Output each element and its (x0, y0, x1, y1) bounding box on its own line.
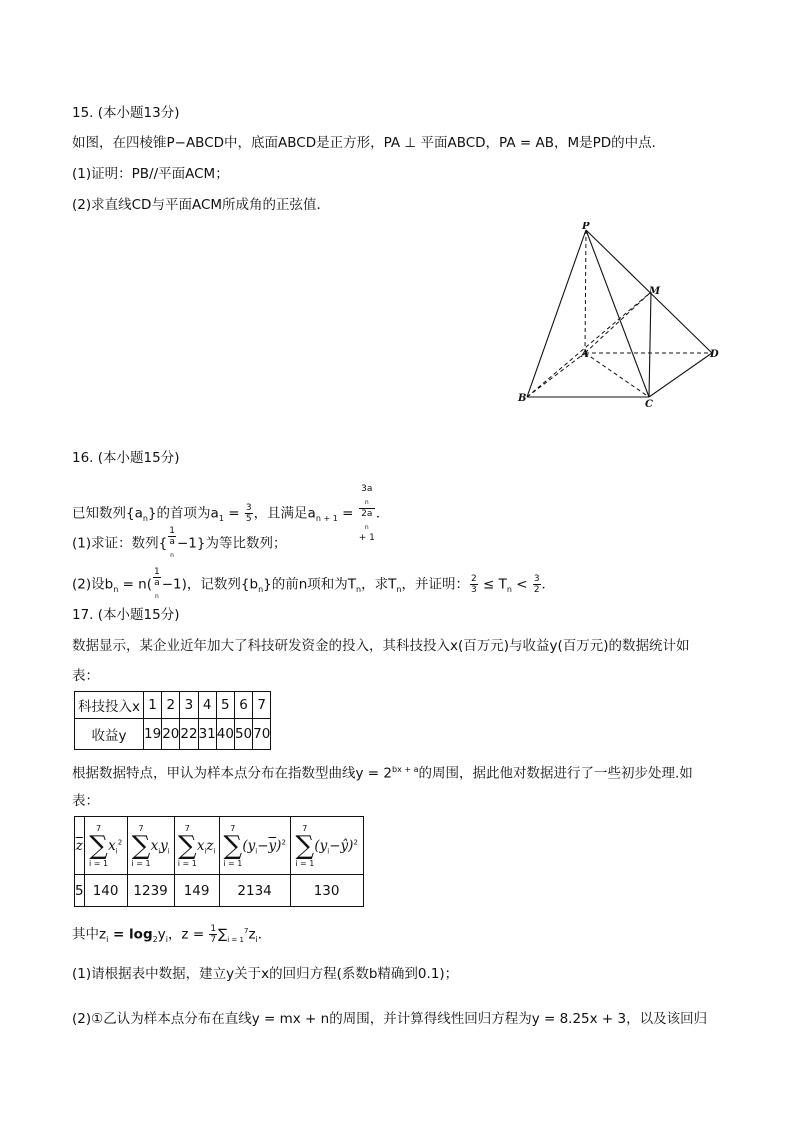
q15-part2: (2)求直线CD与平面ACM所成角的正弦值． (72, 197, 331, 213)
t1-x1: 1 (144, 692, 162, 719)
t2-h-sum-xy: 7 ∑ i = 1 $x_iy_i$ (127, 817, 174, 875)
q16-part1: (1)求证：数列{ 1 a $_n$ −1}为等比数列； (72, 526, 287, 559)
label-P: P (582, 222, 590, 232)
t1-y7: 70 (253, 719, 271, 750)
t2-v-sum-x2: 140 (84, 875, 127, 907)
label-M: M (649, 286, 661, 297)
label-A: A (581, 349, 589, 360)
t1-y4: 31 (198, 719, 216, 750)
edge-AB (527, 353, 585, 397)
label-D: D (710, 349, 719, 360)
t1-row2-label: 收益y (75, 719, 144, 750)
t1-row1-label: 科技投入x (75, 692, 144, 719)
t1-y3: 22 (180, 719, 198, 750)
q17-part1: (1)请根据表中数据，建立y关于x的回归方程(系数b精确到0.1)； (72, 966, 459, 982)
t1-y6: 50 (234, 719, 252, 750)
t2-v-sum-yyhat: 130 (290, 875, 363, 907)
q17-note: 其中$z_i = \log_2y_i$，z = $\frac{1}{7}$ $\sum_{i = 1}^7z_i$． (72, 924, 272, 945)
t2-v-zbar: 5 (75, 875, 85, 907)
label-B: B (518, 393, 527, 404)
edge-PA (585, 230, 586, 353)
edge-MC (649, 292, 651, 397)
t1-x7: 7 (253, 692, 271, 719)
q16-header: 16. (本小题15分) (72, 450, 180, 466)
t2-v-sum-xz: 149 (174, 875, 219, 907)
edge-AC (585, 353, 649, 397)
t2-h-sum-x2: 7 ∑ i = 1 $x_i^2$ (84, 817, 127, 875)
q17-para2-cont: 表： (72, 793, 99, 809)
t2-h-sum-xz: 7 ∑ i = 1 $x_iz_i$ (174, 817, 219, 875)
t2-h-sum-yyhat: 7 ∑ i = 1 $(y_i-ŷ)^2$ (290, 817, 363, 875)
edge-CD (649, 353, 712, 397)
t1-x3: 3 (180, 692, 198, 719)
t1-y5: 40 (216, 719, 234, 750)
q16-stem: 已知数列$\{a_n\}$的首项为$a_1$ = $\frac{3}{5}$ ，且满足$a_{n + 1}$ = 3a $_n$ 2a $_n$ + 1 ． (72, 484, 390, 543)
t2-v-sum-yybar: 2134 (219, 875, 290, 907)
t1-y1: 19 (144, 719, 162, 750)
data-table-1 (74, 691, 271, 750)
q17-stem1: 数据显示，某企业近年加大了科技研发资金的投入，其科技投入x(百万元)与收益y(百万元)的数据统计如 (72, 638, 690, 654)
pyramid-svg (515, 222, 725, 412)
q15-stem: 如图，在四棱锥P−ABCD中，底面ABCD是正方形，PA ⊥ 平面ABCD，PA = AB，M是PD的中点． (72, 135, 666, 151)
t2-h-sum-yybar: 7 ∑ i = 1 $(y_i-\overline{y})^2$ (219, 817, 290, 875)
t2-h-zbar: $\overline{z}$ (75, 817, 85, 875)
q15-part1: (1)证明：PB//平面ACM； (72, 166, 229, 182)
t1-x6: 6 (234, 692, 252, 719)
t1-y2: 20 (162, 719, 180, 750)
pyramid-figure (515, 222, 725, 416)
t1-x4: 4 (198, 692, 216, 719)
t1-x5: 5 (216, 692, 234, 719)
q16-part2: (2)设$b_n = n$( 1 a $_n$ −1)，记数列$\{b_n\}$的前n项和为$T_n$，求$T_n$，并证明： $\frac{2}{3}$ ≤ $T_n$ < $\frac{3}{2}$ ． (72, 567, 556, 600)
edge-PC (586, 230, 649, 397)
q17-stem2: 表： (72, 668, 99, 684)
t1-x2: 2 (162, 692, 180, 719)
q15-header: 15. (本小题13分) (72, 105, 180, 121)
data-table-2 (74, 816, 364, 907)
t2-v-sum-xy: 1239 (127, 875, 174, 907)
q17-para2: 根据数据特点，甲认为样本点分布在指数型曲线$y = 2^{bx + a}$的周围，据此他对数据进行了一些初步处理.如 (72, 765, 693, 782)
label-C: C (645, 399, 653, 410)
q17-header: 17. (本小题15分) (72, 607, 180, 623)
q17-part2: (2)①乙认为样本点分布在直线y = mx + n的周围，并计算得线性回归方程为y = 8.25x + 3，以及该回归 (72, 1011, 708, 1027)
edge-AM (585, 292, 651, 353)
